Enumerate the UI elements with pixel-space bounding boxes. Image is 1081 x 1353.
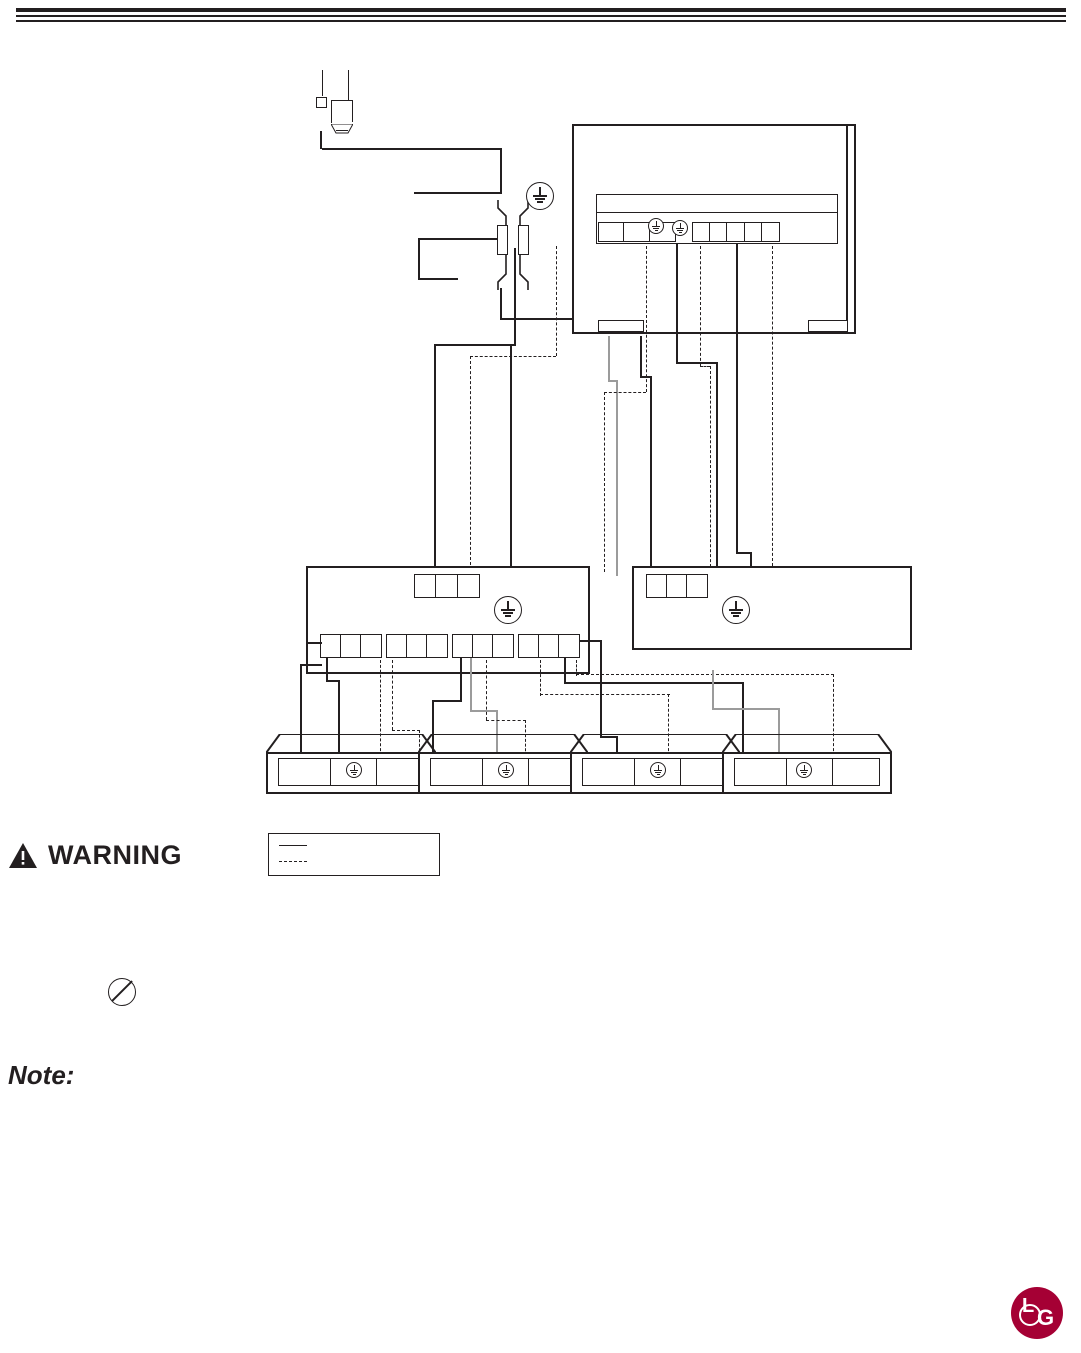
- warning-triangle-icon: [8, 842, 38, 869]
- ground-symbol-indoor-2: [498, 762, 514, 778]
- lg-logo-g: G: [1037, 1305, 1055, 1330]
- outdoor-foot-left: [598, 320, 644, 332]
- lg-logo: [1011, 1287, 1063, 1339]
- distribution-terminal-group-1: [320, 634, 382, 658]
- ground-symbol-distribution: [494, 596, 522, 624]
- distribution-terminal-group-3: [452, 634, 514, 658]
- outdoor-terminal-block-right: [692, 222, 780, 242]
- ground-symbol-breaker: [526, 182, 554, 210]
- lg-logo-l: L: [1022, 1295, 1035, 1317]
- outdoor-terminal-block-left: [598, 222, 676, 242]
- ground-symbol-indoor-3: [650, 762, 666, 778]
- ground-symbol-outdoor-left: [648, 218, 664, 234]
- distribution-box-top-terminal: [414, 574, 480, 598]
- warning-block: [8, 840, 182, 871]
- outdoor-foot-right: [808, 320, 848, 332]
- secondary-box-terminal: [646, 574, 708, 598]
- ground-symbol-indoor-1: [346, 762, 362, 778]
- note-label: Note:: [8, 1060, 75, 1090]
- ground-symbol-indoor-4: [796, 762, 812, 778]
- legend-solid-line: [279, 845, 307, 846]
- distribution-terminal-group-2: [386, 634, 448, 658]
- header-rule: [16, 8, 1066, 22]
- prohibition-icon: [108, 978, 136, 1006]
- warning-label: WARNING: [48, 840, 182, 870]
- ground-symbol-secondary: [722, 596, 750, 624]
- ground-symbol-outdoor-left2: [672, 220, 688, 236]
- legend-box: [268, 833, 440, 876]
- distribution-terminal-group-4: [518, 634, 580, 658]
- legend-dashed-line: [279, 861, 307, 862]
